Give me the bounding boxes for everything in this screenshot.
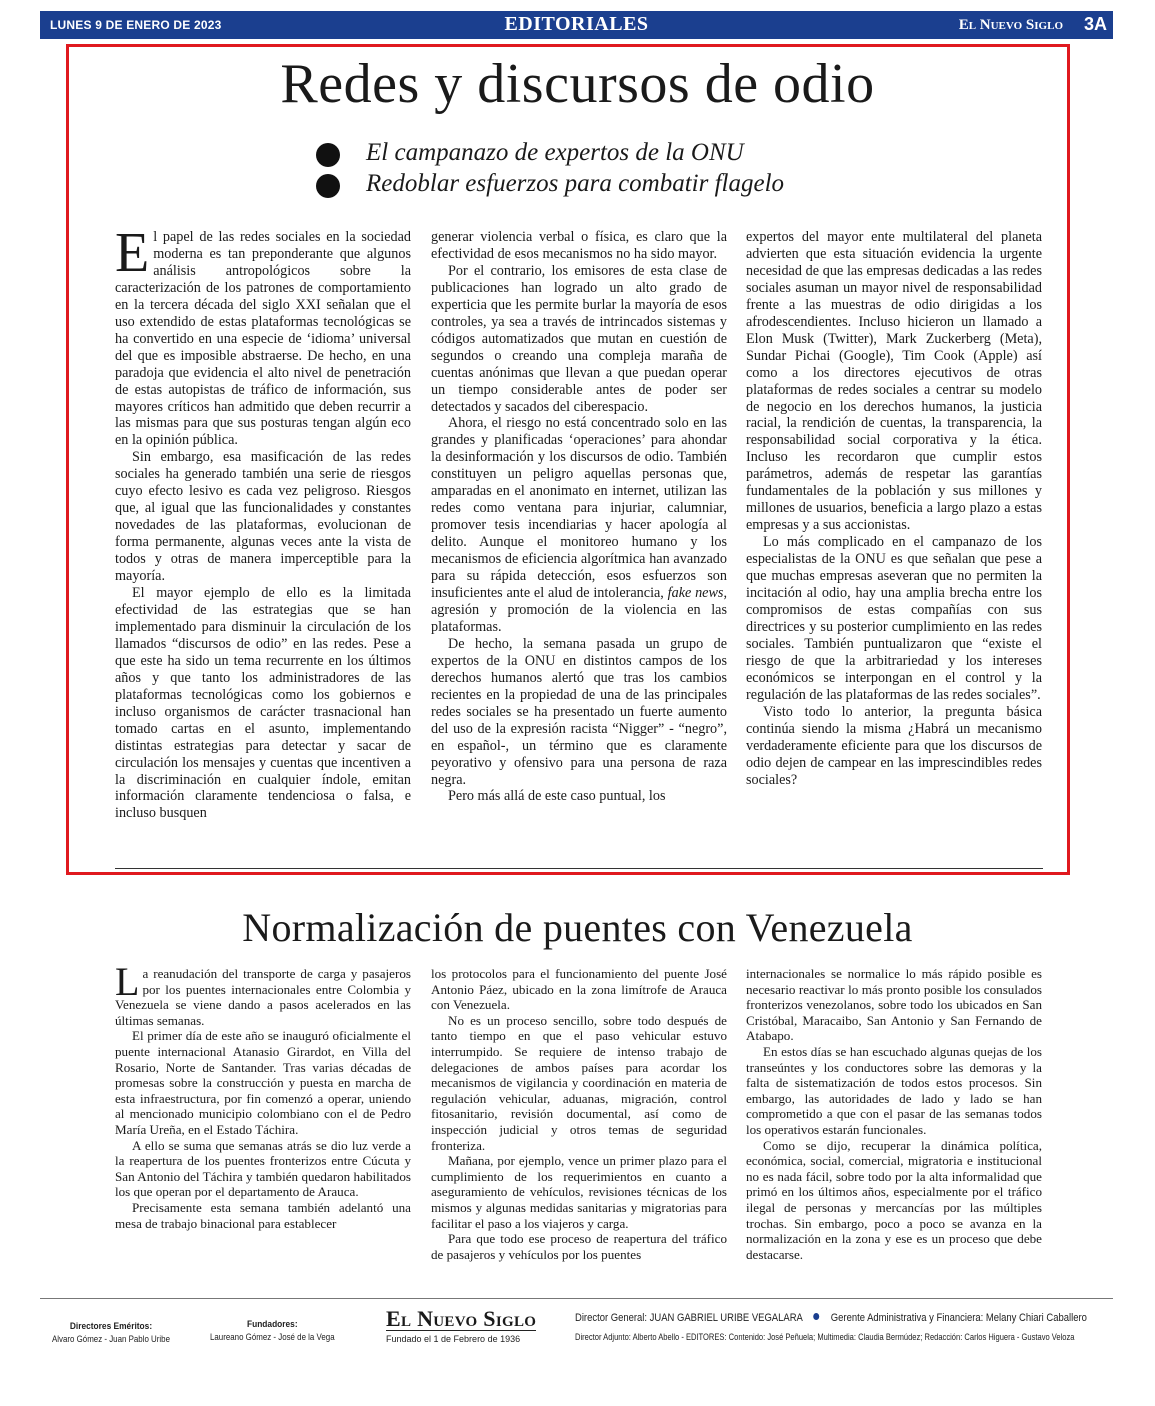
paragraph: Mañana, por ejemplo, vence un primer plazo para el cumplimiento de los requerimientos en cuanto a aseguramiento de vehículos, revisiones técnicas de los mismos y algunas medidas sanitarias y migratorias para facilitar el paso a los viajeros y carga. <box>431 1153 727 1231</box>
founded-date: Fundado el 1 de Febrero de 1936 <box>386 1334 521 1344</box>
paragraph: Ahora, el riesgo no está concentrado solo en las grandes y planificadas ‘operaciones’ para ahondar la desinformación y los discursos de odio. También constituyen un peligro aquellas personas que, amparadas en el anonimato en internet, utilizan las redes como ventana para injuriar, calumniar, promover tesis incendiarias y hacer apología al delito. Aunque el monitoreo humano y los mecanismos de eficiencia algorítmica han avanzado para su rápida detección, esos esfuerzos son insuficientes ante el alud de intolerancia, fake news, agresión y promoción de la violencia en las plataformas. <box>431 415 727 635</box>
footer-fundadores <box>210 1318 335 1343</box>
paragraph: Como se dijo, recuperar la dinámica política, económica, social, comercial, migratoria e institucional no es nada fácil, sobre todo por la alta informalidad que primó en los últimos años, especialmente por el tráfico ilegal de personas y mercancías por las múltiples trochas. Sin embargo, poco a poco se avanza en la normalización en la zona y ese es un proceso que debe destacarse. <box>746 1137 1042 1262</box>
director-general-label: Director General: <box>575 1312 648 1324</box>
paragraph: El primer día de este año se inauguró oficialmente el puente internacional Atanasio Girardot, en Villa del Rosario, Norte de Santander. Tras varias décadas de promesas sobre la construcción y puesta en marcha de esta infraestructura, por fin comenzó a operar, uniendo al mencionado municipio colombiano con el de Pedro María Ureña, en el Estado Táchira. <box>115 1028 411 1137</box>
footer-emeritos <box>52 1320 170 1345</box>
header-bar <box>40 11 1113 39</box>
gerente-name: Melany Chiari Caballero <box>985 1312 1087 1324</box>
bullet-dot-icon <box>316 174 340 198</box>
article2-column-1 <box>115 959 411 1231</box>
section-title: EDITORIALES <box>504 13 649 35</box>
paragraph: Por el contrario, los emisores de esta clase de publicaciones han logrado un alto grado de experticia que les permite burlar la mayoría de esos controles, ya sea a través de intrincados sistemas y códigos automatizados que mutan en cuestión de segundos o creando una compleja maraña de cuentas anónimas que llevan a que puedan operar un tiempo considerable antes de poder ser detectados y sacados del ciberespacio. <box>431 262 727 415</box>
emphasis-text: fake news <box>667 585 724 602</box>
paragraph: La reanudación del transporte de carga y pasajeros por los puentes internacionales entre Colombia y Venezuela se viene dando a pasos acelerados en las últimas semanas. <box>115 959 411 1028</box>
article1-column-2 <box>431 229 727 805</box>
article1-column-1 <box>115 222 411 822</box>
article2-column-3 <box>746 966 1042 1262</box>
drop-cap: E <box>115 222 150 284</box>
bullet-dot-icon <box>316 143 340 167</box>
footer-directors <box>575 1312 1087 1324</box>
newspaper-brand: El Nuevo Siglo <box>958 17 1063 33</box>
paragraph: No es un proceso sencillo, sobre todo después de tanto tiempo en que el paso vehicular estuvo interrumpido. Se requiere de intenso trabajo de delegaciones de ambos países para acordar los mecanismos de vigilancia y coordinación en materia de regulación vehicular, aduanas, migración, control fitosanitario, revisión documental, así como de inspección judicial y otros temas de seguridad fronteriza. <box>431 1012 727 1153</box>
article1-bullets <box>314 137 874 199</box>
bullet-item <box>314 137 874 168</box>
bullet-text: El campanazo de expertos de la ONU <box>366 139 744 166</box>
separator-dot-icon <box>814 1313 820 1320</box>
drop-cap: L <box>115 959 140 1004</box>
issue-date: LUNES 9 DE ENERO DE 2023 <box>50 18 222 32</box>
paragraph: Sin embargo, esa masificación de las redes sociales ha generado también una serie de riesgos cuyo efecto lesivo es cada vez peligroso. Riesgos que, al igual que las funcionalidades y constantes novedades de las plataformas, evolucionan de forma permanente, algunas veces ante la vista de todos y otras de manera imperceptible para la mayoría. <box>115 449 411 585</box>
article2-column-2 <box>431 966 727 1262</box>
paragraph: los protocolos para el funcionamiento del puente José Antonio Páez, ubicado en la zona limítrofe de Arauca con Venezuela. <box>431 966 727 1013</box>
fundadores-label: Fundadores: <box>246 1319 298 1330</box>
article1-title: Redes y discursos de odio <box>280 53 875 115</box>
director-general-name: JUAN GABRIEL URIBE VEGALARA <box>649 1312 803 1324</box>
footer-staff: Director Adjunto: Alberto Abello - EDITORES: Contenido: José Peñuela; Multimedia: Claudia Bermúdez; Redacción: Carlos Higuera - Gustavo Veloza <box>575 1332 1075 1342</box>
page-number: 3A <box>1083 14 1107 34</box>
gerente-label: Gerente Administrativa y Financiera: <box>830 1312 984 1324</box>
paragraph: internacionales se normalice lo más rápido posible es necesario reactivar lo más pronto posible los consulados fronterizos venezolanos, sobre todo los ubicados en San Cristóbal, Maracaibo, San Antonio y San Fernando de Atabapo. <box>746 966 1042 1044</box>
article2-title: Normalización de puentes con Venezuela <box>242 905 913 950</box>
footer-divider <box>40 1298 1113 1299</box>
paragraph: Pero más allá de este caso puntual, los <box>448 788 666 805</box>
fundadores-names: Laureano Gómez - José de la Vega <box>210 1332 335 1342</box>
paragraph: generar violencia verbal o física, es claro que la efectividad de esos mecanismos no ha sido mayor. <box>431 229 727 262</box>
emeritos-label: Directores Eméritos: <box>69 1321 153 1332</box>
footer-logo: El Nuevo Siglo <box>386 1306 537 1331</box>
emeritos-names: Alvaro Gómez - Juan Pablo Uribe <box>52 1334 170 1344</box>
paragraph: En estos días se han escuchado algunas quejas de los transeúntes y los conductores sobre las demoras y la falta de sistematización de todos estos procesos. Sin embargo, las autoridades de lado y lado se han comprometido a que con el pasar de las semanas todos los operativos estarán funcionales. <box>746 1043 1042 1137</box>
paragraph: El papel de las redes sociales en la sociedad moderna es tan preponderante que algunos análisis antropológicos sobre la caracterización de los patrones de comportamiento en la tercera década del siglo XXI señalan que el uso extendido de estas plataformas tecnológicas se ha convertido en una especie de ‘idioma’ universal del que es imposible abstraerse. De hecho, en una paradoja que evidencia el alto nivel de penetración de estas autopistas de tráfico de información, sus mayores críticos han admitido que deben recurrir a las mismas para que sus posturas tengan algún eco en la opinión pública. <box>115 222 411 449</box>
paragraph: Para que todo ese proceso de reapertura del tráfico de pasajeros y vehículos por los puentes <box>431 1231 727 1262</box>
paragraph: A ello se suma que semanas atrás se dio luz verde a la reapertura de los puentes fronterizos entre Cúcuta y San Antonio del Táchira y también quedaron habilitados los que operan por el departamento de Arauca. <box>115 1137 411 1200</box>
bullet-text: Redoblar esfuerzos para combatir flagelo <box>366 170 785 197</box>
paragraph: El mayor ejemplo de ello es la limitada efectividad de las estrategias que se han implementado para disminuir la circulación de los llamados “discursos de odio” en las redes. Pese a que este ha sido un tema recurrente en los últimos años y que tanto los administradores de las plataformas tecnológicas como los gobiernos e incluso organismos de carácter trasnacional han tomado cartas en el asunto, implementando distintas estrategias para detectar y sacar de circulación los mensajes y cuentas que incentiven a la discriminación en cualquier índole, emitan información claramente tendenciosa o falsa, e incluso busquen <box>115 585 411 822</box>
paragraph: Visto todo lo anterior, la pregunta básica continúa siendo la misma ¿Habrá un mecanismo verdaderamente eficiente para que los discursos de odio dejen de campear en las imprescindibles redes sociales? <box>746 703 1042 788</box>
paragraph: Lo más complicado en el campanazo de los especialistas de la ONU es que señalan que pese a que muchas empresas aseveran que no permiten la incitación al odio, hay una amplia brecha entre los compromisos de estas compañías con sus directrices y su posterior cumplimiento en las redes sociales. También puntualizaron que “existe el riesgo de que la arbitrariedad y los intereses económicos se interpongan en el control y la regulación de las plataformas de las redes sociales”. <box>746 534 1042 703</box>
article1-column-3 <box>746 229 1042 788</box>
divider <box>115 868 1043 869</box>
bullet-item <box>314 168 874 199</box>
paragraph: expertos del mayor ente multilateral del planeta advierten que esta situación evidencia la urgente necesidad de que las empresas dedicadas a las redes sociales asuman un mayor nivel de responsabilidad frente a las muestras de odio dirigidas a los afrodescendientes. Incluso hicieron un llamado a Elon Musk (Twitter), Mark Zuckerberg (Meta), Sundar Pichai (Google), Tim Cook (Apple) así como a los directores ejecutivos de otras plataformas de redes sociales a centrar su modelo de negocio en los derechos humanos, la justicia racial, la rendición de cuentas, la transparencia, la responsabilidad social corporativa y la ética. Incluso les recordaron que cumplir estos parámetros, además de respetar las garantías fundamentales de la población y sus millones y millones de usuarios, beneficia a largo plazo a estas empresas y a sus accionistas. <box>746 229 1042 534</box>
paragraph: De hecho, la semana pasada un grupo de expertos de la ONU en distintos campos de los derechos humanos alertó que tras los cambios recientes en la propiedad de una de las principales redes sociales se ha presentado un fuerte aumento del uso de la expresión racista “Nigger” - “negro”, en español-, un término que es claramente peyorativo y ofensivo para una persona de raza negra. <box>431 635 727 788</box>
paragraph: Precisamente esta semana también adelantó una mesa de trabajo binacional para establecer <box>115 1199 411 1231</box>
